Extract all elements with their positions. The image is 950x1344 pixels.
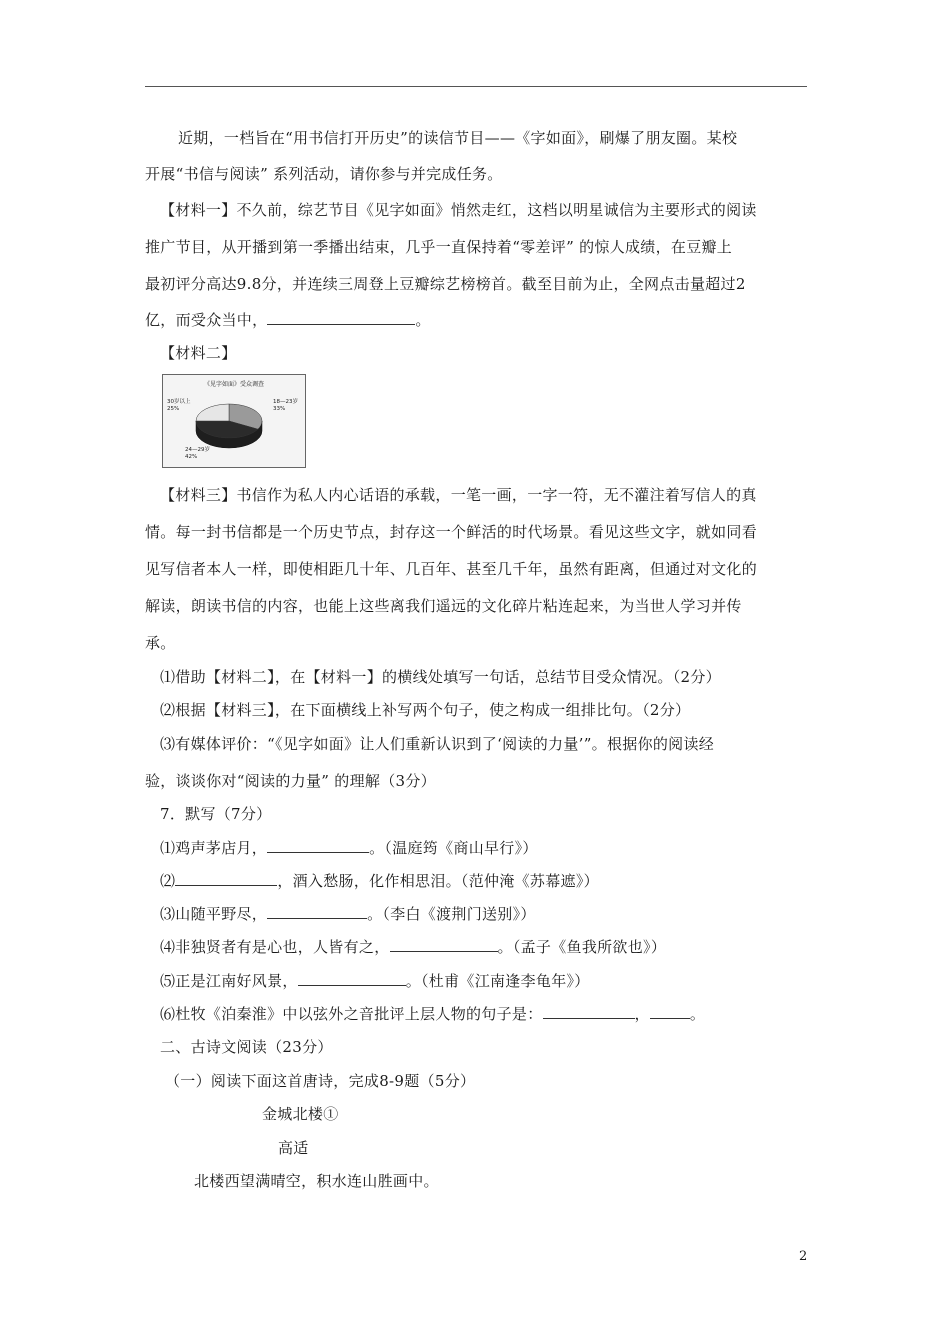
audience-pie-chart bbox=[162, 374, 306, 468]
item-6-prefix: ⑹杜牧《泊秦淮》中以弦外之音批评上层人物的句子是： bbox=[160, 1005, 543, 1023]
poem-title: 金城北楼① bbox=[262, 1105, 339, 1123]
intro-line-1: 近期，一档旨在“用书信打开历史”的读信节目——《字如面》，刷爆了朋友圈。某校 bbox=[178, 129, 738, 147]
pie-slice-value: 42% bbox=[185, 454, 198, 460]
answer-blank[interactable] bbox=[390, 937, 498, 952]
pie-slice-label: 24—29岁 bbox=[185, 447, 210, 453]
item-2-suffix: ，酒入愁肠，化作相思泪。（范仲淹《苏幕遮》） bbox=[277, 872, 599, 890]
pie-slices bbox=[196, 404, 262, 438]
poem-author: 高适 bbox=[278, 1139, 309, 1157]
item-4-suffix: 。（孟子《鱼我所欲也》） bbox=[497, 938, 667, 956]
answer-blank[interactable] bbox=[543, 1004, 635, 1019]
header-rule bbox=[145, 86, 807, 87]
recitation-item-2 bbox=[160, 871, 599, 891]
answer-blank[interactable] bbox=[267, 904, 367, 919]
material3-line-2: 情。每一封书信都是一个历史节点，封存这一个鲜活的时代场景。看见这些文字，就如同看 bbox=[145, 523, 758, 541]
question-1: ⑴借助【材料二】，在【材料一】的横线处填写一句话，总结节目受众情况。（2分） bbox=[160, 668, 721, 686]
page-number: 2 bbox=[799, 1249, 808, 1264]
material1-line-1: 【材料一】不久前，综艺节目《见字如面》悄然走红，这档以明星诚信为主要形式的阅读 bbox=[160, 201, 757, 219]
recitation-item-3 bbox=[160, 904, 536, 924]
item-1-prefix: ⑴鸡声茅店月， bbox=[160, 839, 268, 857]
answer-blank[interactable] bbox=[175, 871, 277, 886]
item-6-suffix: 。 bbox=[689, 1005, 706, 1023]
sub-heading: （一）阅读下面这首唐诗，完成8-9题（5分） bbox=[165, 1072, 476, 1090]
material1-line-4 bbox=[145, 310, 431, 330]
material1-line-3: 最初评分高达9.8分，并连续三周登上豆瓣综艺榜榜首。截至目前为止，全网点击量超过2 bbox=[145, 275, 746, 293]
material2-label: 【材料二】 bbox=[160, 344, 237, 362]
material1-line-4-prefix: 亿，而受众当中， bbox=[145, 311, 268, 329]
question-2: ⑵根据【材料三】，在下面横线上补写两个句子，使之构成一组排比句。（2分） bbox=[160, 701, 691, 719]
material1-line-2: 推广节目，从开播到第一季播出结束，几乎一直保持着“零差评” 的惊人成绩，在豆瓣上 bbox=[145, 238, 733, 256]
answer-blank[interactable] bbox=[267, 838, 369, 853]
answer-blank[interactable] bbox=[650, 1004, 690, 1019]
material3-line-3: 见写信者本人一样，即使相距几十年、几百年、甚至几千年，虽然有距离，但通过对文化的 bbox=[145, 560, 758, 578]
material1-line-4-suffix: 。 bbox=[415, 311, 431, 329]
pie-slice bbox=[196, 404, 229, 421]
pie-slice-label: 18—23岁 bbox=[273, 399, 298, 405]
item-3-suffix: 。（李白《渡荆门送别》） bbox=[367, 905, 536, 923]
section-heading: 二、古诗文阅读（23分） bbox=[160, 1038, 333, 1056]
pie-slice-value: 25% bbox=[167, 406, 180, 412]
answer-blank[interactable] bbox=[298, 971, 406, 986]
item-5-prefix: ⑸正是江南好风景， bbox=[160, 972, 298, 990]
item-3-prefix: ⑶山随平野尽， bbox=[160, 905, 268, 923]
recitation-item-5 bbox=[160, 971, 590, 991]
poem-line-1: 北楼西望满晴空，积水连山胜画中。 bbox=[194, 1172, 439, 1190]
item-5-suffix: 。（杜甫《江南逢李龟年》） bbox=[405, 972, 590, 990]
material3-line-5: 承。 bbox=[145, 634, 176, 652]
item-4-prefix: ⑷非独贤者有是心也，人皆有之， bbox=[160, 938, 390, 956]
question-3-line-2: 验，谈谈你对“阅读的力量” 的理解（3分） bbox=[145, 772, 436, 790]
item-6-middle: ， bbox=[634, 1005, 650, 1023]
pie-chart-svg bbox=[163, 375, 305, 467]
recitation-item-6 bbox=[160, 1004, 705, 1024]
recitation-item-1 bbox=[160, 838, 538, 858]
material3-line-1: 【材料三】书信作为私人内心话语的承载，一笔一画，一字一符，无不灌注着写信人的真 bbox=[160, 486, 757, 504]
chart-title: 《见字如面》受众调查 bbox=[203, 381, 265, 388]
item-2-prefix: ⑵ bbox=[160, 872, 176, 890]
intro-line-2: 开展“书信与阅读” 系列活动，请你参与并完成任务。 bbox=[145, 165, 503, 183]
answer-blank[interactable] bbox=[267, 310, 415, 325]
question-3-line-1: ⑶有媒体评价：“《见字如面》让人们重新认识到了‘阅读的力量’”。根据你的阅读经 bbox=[160, 735, 715, 753]
recitation-item-4 bbox=[160, 937, 666, 957]
material3-line-4: 解读，朗读书信的内容，也能上这些离我们遥远的文化碎片粘连起来，为当世人学习并传 bbox=[145, 597, 742, 615]
pie-slice-label: 30岁以上 bbox=[167, 399, 191, 405]
recitation-heading: 7．默写（7分） bbox=[160, 805, 272, 823]
pie-slice-value: 33% bbox=[273, 406, 286, 412]
item-1-suffix: 。（温庭筠《商山早行》） bbox=[369, 839, 538, 857]
